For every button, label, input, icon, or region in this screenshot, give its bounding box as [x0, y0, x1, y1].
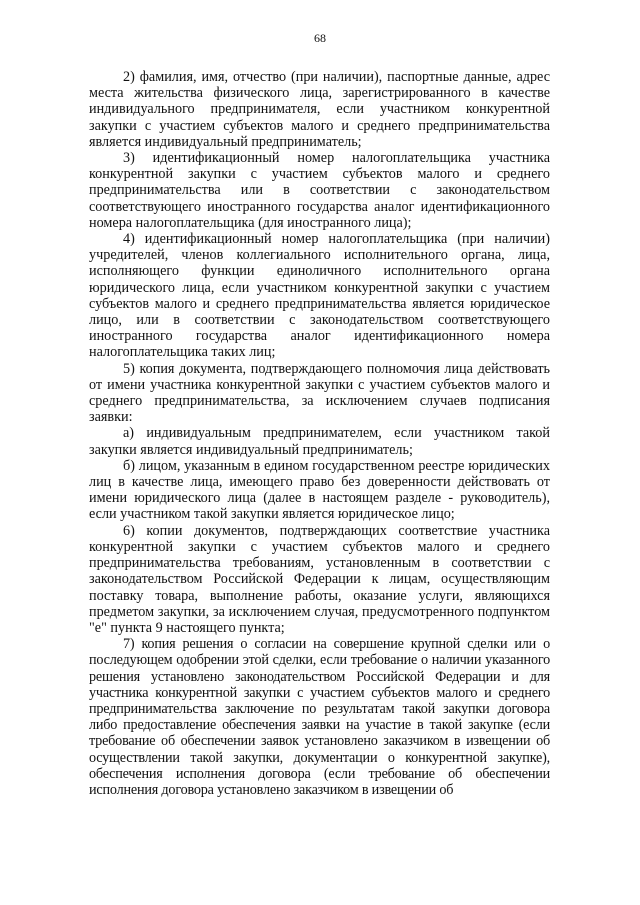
paragraph-6: 6) копии документов, подтверждающих соответствие участника конкурентной закупки с участием субъектов малого и среднего предпринимательства требованиям, установленным в соответствии с законодательством Российской Федерации к лицам, осуществляющим поставку товара, выполнение работы, оказание услуги, являющихся предметом закупки, за исключением случая, предусмотренного подпунктом "е" пункта 9 настоящего пункта;: [89, 522, 550, 636]
paragraph-7: 7) копия решения о согласии на совершение крупной сделки или о последующем одобрении этой сделки, если требование о наличии указанного решения установлено законодательством Российской Федерации и для участника конкурентной закупки с участием субъектов малого и среднего предпринимательства заключение по результатам такой закупки договора либо предоставление обеспечения заявки на участие в такой закупке (если требование об обеспечении заявок установлено заказчиком в извещении об осуществлении такой закупки, документации о конкурентной закупке), обеспечения исполнения договора (если требование об обеспечении исполнения договора установлено заказчиком в извещении об: [89, 636, 550, 798]
paragraph-3: 3) идентификационный номер налогоплательщика участника конкурентной закупки с участием субъектов малого и среднего предпринимательства или в соответствии с законодательством соответствующего иностранного государства аналог идентификационного номера налогоплательщика (для иностранного лица);: [89, 150, 550, 231]
paragraph-5b: б) лицом, указанным в едином государственном реестре юридических лиц в качестве лица, имеющего право без доверенности действовать от имени юридического лица (далее в настоящем разделе - руководитель), если участником такой закупки является юридическое лицо;: [89, 457, 550, 523]
body-text: [89, 69, 550, 798]
paragraph-5: 5) копия документа, подтверждающего полномочия лица действовать от имени участника конкурентной закупки с участием субъектов малого и среднего предпринимательства, за исключением случаев подписания заявки:: [89, 360, 550, 426]
paragraph-4: 4) идентификационный номер налогоплательщика (при наличии) учредителей, членов коллегиального исполнительного органа, лица, исполняющего функции единоличного исполнительного органа юридического лица, если участником конкурентной закупки с участием субъектов малого и среднего предпринимательства является юридическое лицо, или в соответствии с законодательством соответствующего иностранного государства аналог идентификационного номера налогоплательщика таких лиц;: [89, 231, 550, 361]
paragraph-2: 2) фамилия, имя, отчество (при наличии), паспортные данные, адрес места жительства физического лица, зарегистрированного в качестве индивидуального предпринимателя, если участником конкурентной закупки с участием субъектов малого и среднего предпринимательства является индивидуальный предприниматель;: [89, 69, 550, 150]
paragraph-5a: а) индивидуальным предпринимателем, если участником такой закупки является индивидуальный предприниматель;: [89, 425, 550, 458]
page-number: 68: [314, 31, 326, 45]
